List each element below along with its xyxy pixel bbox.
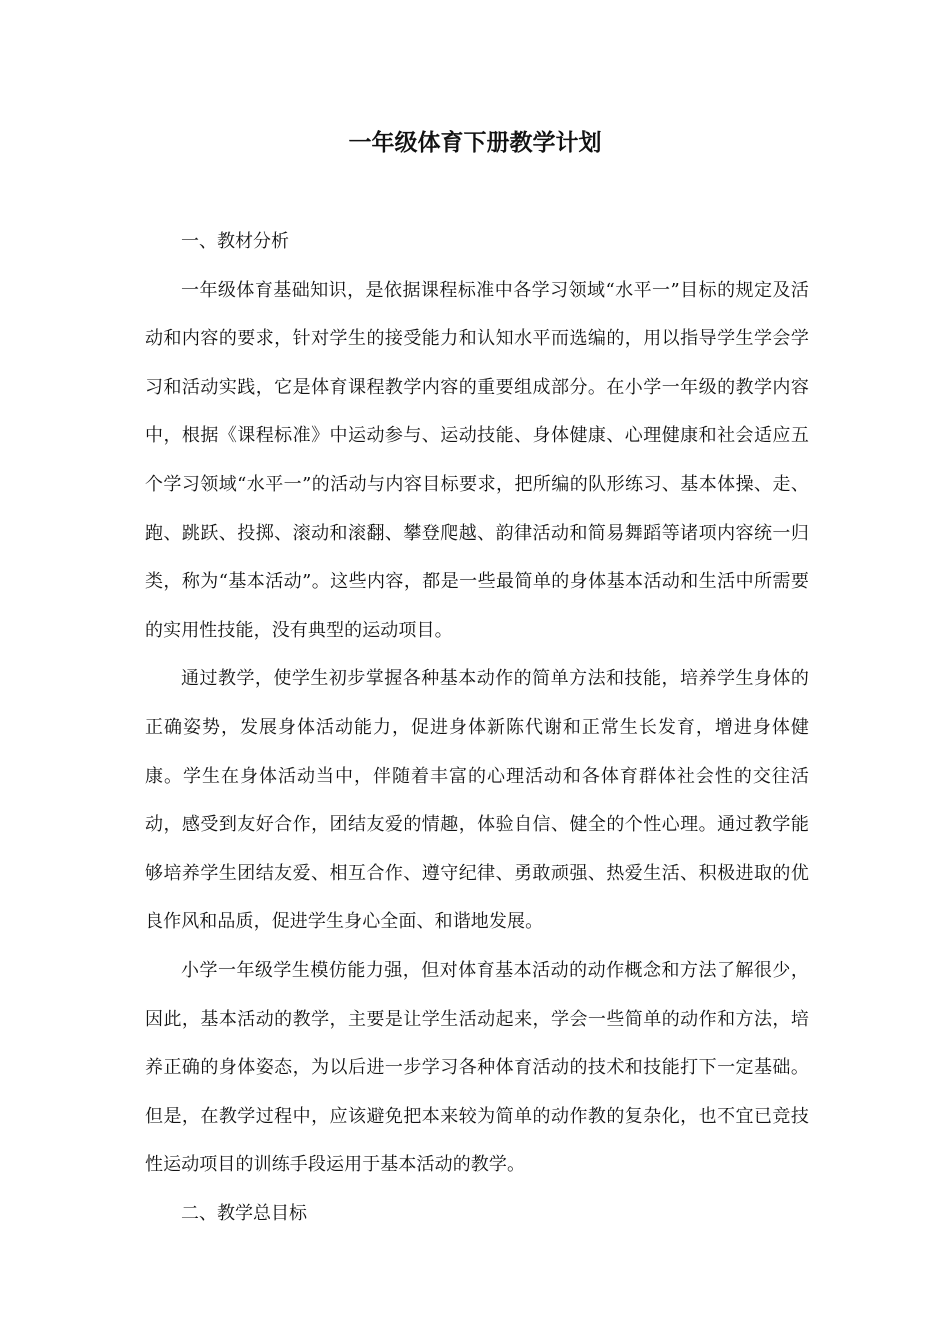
- paragraph: 一年级体育基础知识，是依据课程标准中各学习领域“水平一”目标的规定及活动和内容的要求，针对学生的接受能力和认知水平而选编的，用以指导学生学会学习和活动实践，它是体育课程教学内容的重要组成部分。在小学一年级的教学内容中，根据《课程标准》中运动参与、运动技能、身体健康、心理健康和社会适应五个学习领域“水平一”的活动与内容目标要求，把所编的队形练习、基本体操、走、跑、跳跃、投掷、滚动和滚翻、攀登爬越、韵律活动和简易舞蹈等诸项内容统一归类，称为“基本活动”。这些内容，都是一些最简单的身体基本活动和生活中所需要的实用性技能，没有典型的运动项目。: [145, 279, 809, 641]
- section-heading-teaching-goals: 二、教学总目标: [181, 1202, 307, 1224]
- page-title: 一年级体育下册教学计划: [348, 129, 602, 156]
- section-heading-textbook-analysis: 一、教材分析: [181, 231, 289, 252]
- paragraph: 小学一年级学生模仿能力强，但对体育基本活动的动作概念和方法了解很少，因此，基本活动的教学，主要是让学生活动起来，学会一些简单的动作和方法，培养正确的身体姿态，为以后进一步学习各种体育活动的技术和技能打下一定基础。但是，在教学过程中，应该避免把本来较为简单的动作教的复杂化，也不宜已竞技性运动项目的训练手段运用于基本活动的教学。: [145, 959, 809, 1176]
- paragraph: 通过教学，使学生初步掌握各种基本动作的简单方法和技能，培养学生身体的正确姿势，发展身体活动能力，促进身体新陈代谢和正常生长发育，增进身体健康。学生在身体活动当中，伴随着丰富的心理活动和各体育群体社会性的交往活动，感受到友好合作，团结友爱的情趣，体验自信、健全的个性心理。通过教学能够培养学生团结友爱、相互合作、遵守纪律、勇敢顽强、热爱生活、积极进取的优良作风和品质，促进学生身心全面、和谐地发展。: [145, 668, 809, 933]
- document-body: [145, 218, 809, 1238]
